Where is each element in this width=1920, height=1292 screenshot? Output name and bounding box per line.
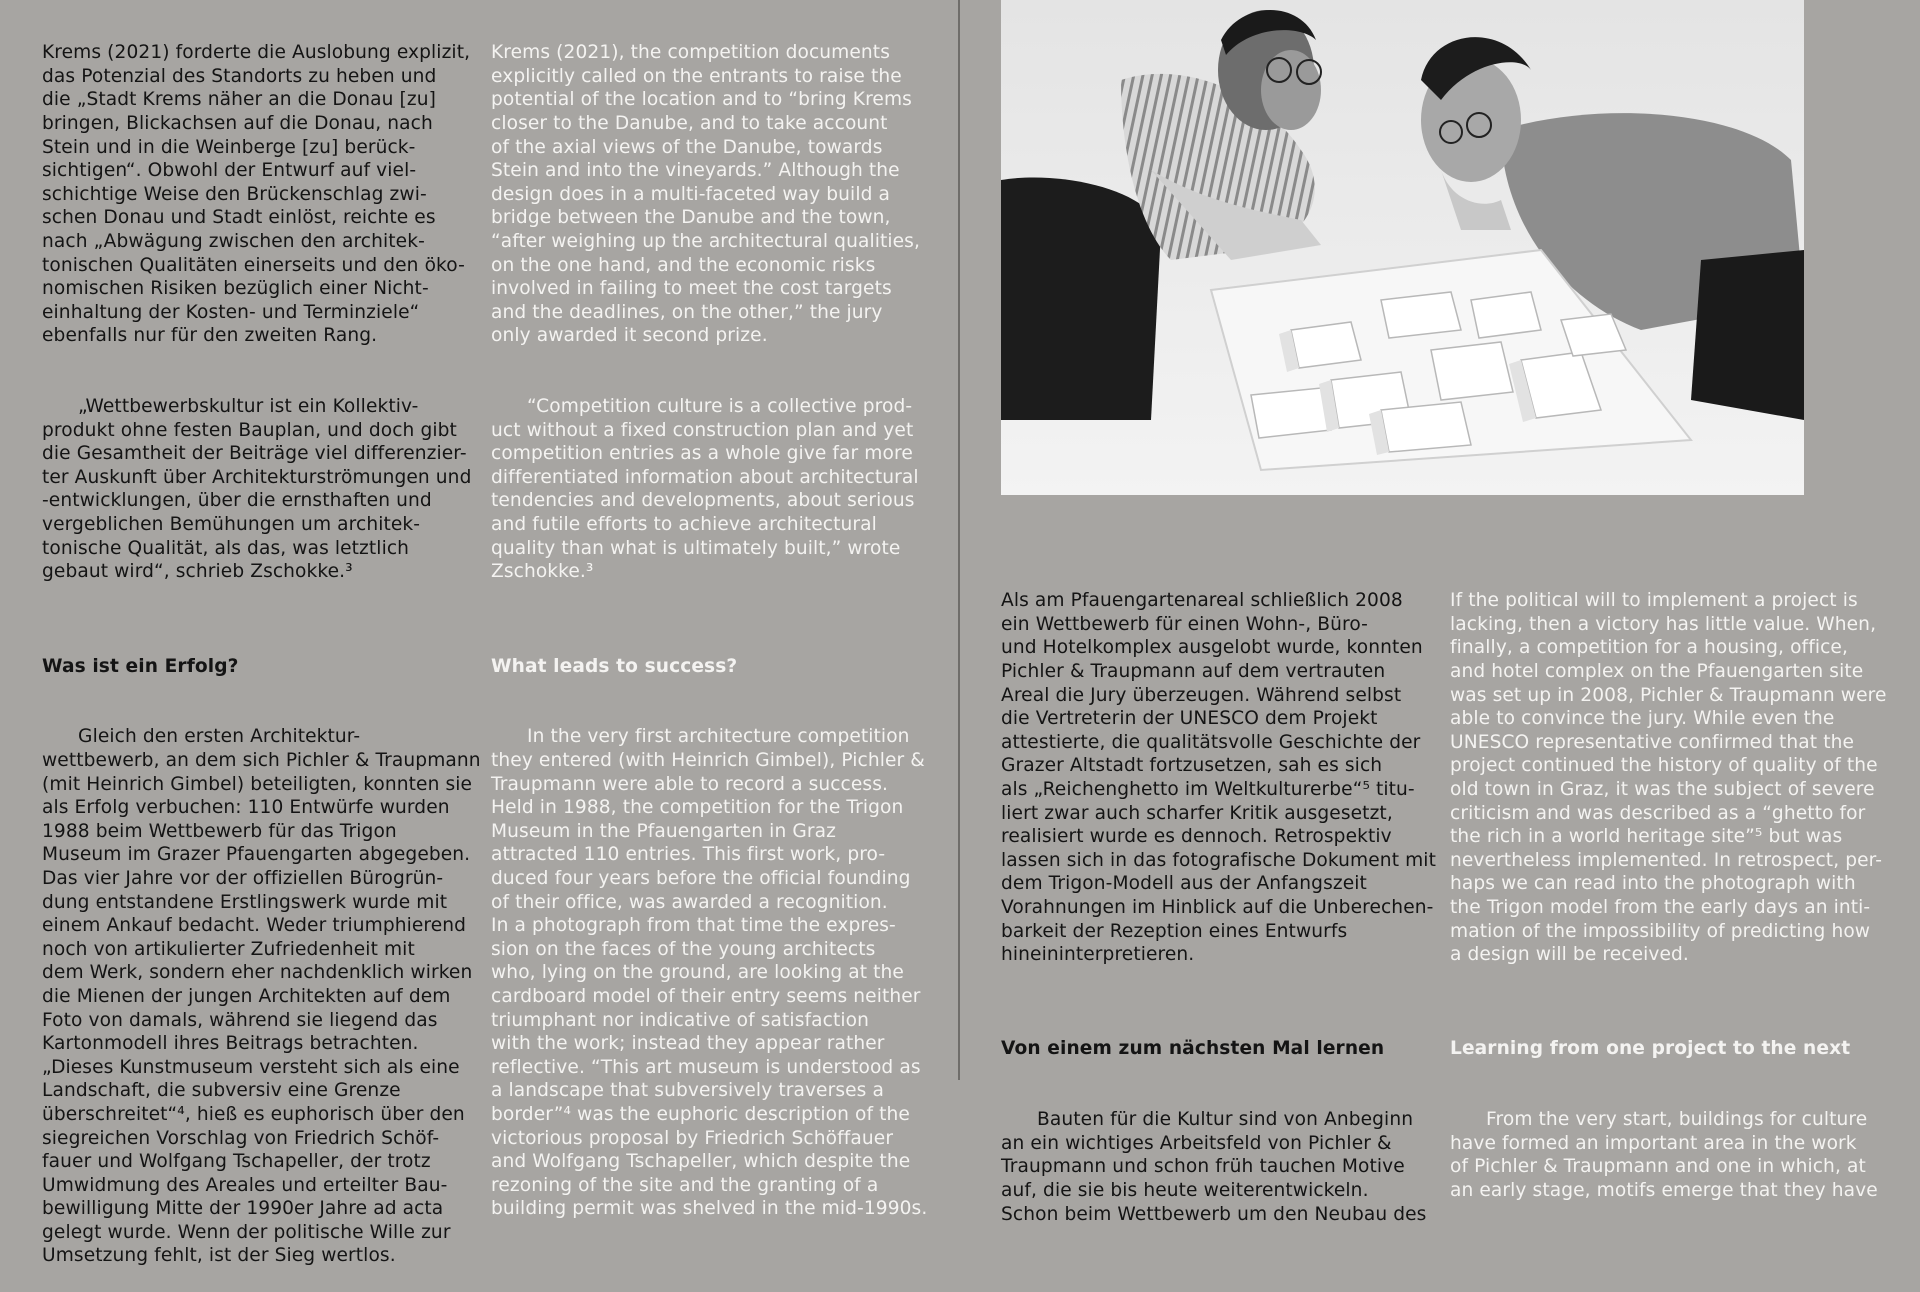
photo-illustration bbox=[1001, 0, 1804, 495]
paragraph: From the very start, buildings for culture have formed an important area in the work of Pichler & Traupmann and one in which, at an early stage, motifs emerge that they have bbox=[1450, 1109, 1878, 1202]
paragraph: „Wettbewerbskultur ist ein Kollektiv- produkt ohne festen Bauplan, und doch gibt die Gesamtheit der Beiträge viel differenzier- ter Auskunft über Architekturströmungen und -entwicklungen, über die ernsthaften und vergeblichen Bemühungen um architek- tonische Qualität, als das, was letztlich gebaut wird“, schrieb Zschokke.³ bbox=[42, 396, 472, 583]
english-column-left bbox=[491, 0, 927, 1244]
german-column-left bbox=[42, 0, 481, 1292]
section-heading: Learning from one project to the next bbox=[1450, 1038, 1851, 1060]
architects-model-photo bbox=[1001, 0, 1804, 495]
paragraph: “Competition culture is a collective prod- uct without a fixed construction plan and yet competition entries as a whole give far more differentiated information about architectural tendencies and developments, about serious and futile efforts to achieve architectural quality than what is ultimately built,” wrote Zschokke.³ bbox=[491, 396, 919, 583]
section-heading: What leads to success? bbox=[491, 655, 738, 677]
paragraph: If the political will to implement a project is lacking, then a victory has little value. When, finally, a competition for a housing, office, and hotel complex on the Pfauengarten site was set up in 2008, Pichler & Traupmann were able to convince the jury. While even the UNESCO representative confirmed that the project continued the history of quality of the old town in Graz, it was the subject of severe criticism and was described as a “ghetto for the rich in a world heritage site”⁵ but was nevertheless implemented. In retrospect, per- haps we can read into the photograph with the Trigon model from the early days an inti- mation of the impossibility of predicting how a design will be received. bbox=[1450, 590, 1887, 966]
paragraph: Gleich den ersten Architektur- wettbewerb, an dem sich Pichler & Traupmann (mit Heinrich Gimbel) beteiligten, konnten sie als Erfolg verbuchen: 110 Entwürfe wurden 1988 beim Wettbewerb für das Trigon Museum im Grazer Pfauengarten abgegeben. Das vier Jahre vor der offiziellen Bürogrün- dung entstandene Erstlingswerk wurde mit einem Ankauf bedacht. Weder triumphierend noch von artikulierter Zufriedenheit mit dem Werk, sondern eher nachdenklich wirken die Mienen der jungen Architekten auf dem Foto von damals, während sie liegend das Kartonmodell ihres Beitrags betrachten. „Dieses Kunstmuseum versteht sich als eine Landschaft, die subversiv eine Grenze überschreitet“⁴, hieß es euphorisch über den siegreichen Vorschlag von Friedrich Schöf- fauer und Wolfgang Tschapeller, der trotz Umwidmung des Areales und erteilter Bau- bewilligung Mitte der 1990er Jahre ad acta gelegt wurde. Wenn der politische Wille zur Umsetzung fehlt, ist der Sieg wertlos. bbox=[42, 726, 481, 1267]
page-gutter-divider bbox=[958, 0, 960, 1080]
section-heading: Was ist ein Erfolg? bbox=[42, 655, 239, 677]
paragraph: Als am Pfauengartenareal schließlich 2008 ein Wettbewerb für einen Wohn-, Büro- und Hotelkomplex ausgelobt wurde, konnten Pichler & Traupmann auf dem vertrauten Areal die Jury überzeugen. Während selbst die Vertreterin der UNESCO dem Projekt attestierte, die qualitätsvolle Geschichte der Grazer Altstadt fortzusetzen, sah es sich als „Reichenghetto im Weltkulturerbe“⁵ titu- liert zwar auch scharfer Kritik ausgesetzt, realisiert wurde es dennoch. Retrospektiv lassen sich in das fotografische Dokument mit dem Trigon-Modell aus der Anfangszeit Vorahnungen im Hinblick auf die Unberechen- barkeit der Rezeption eines Entwurfs hineininterpretieren. bbox=[1001, 590, 1436, 966]
english-column-right bbox=[1450, 542, 1887, 1226]
paragraph: Bauten für die Kultur sind von Anbeginn an ein wichtiges Arbeitsfeld von Pichler & Traupmann und schon früh tauchen Motive auf, die sie bis heute weiterentwickeln. Schon beim Wettbewerb um den Neubau des bbox=[1001, 1109, 1427, 1225]
paragraph: Krems (2021) forderte die Auslobung explizit, das Potenzial des Standorts zu heben und die „Stadt Krems näher an die Donau [zu] bringen, Blickachsen auf die Donau, nach Stein und in die Weinberge [zu] berück- sichtigen“. Obwohl der Entwurf auf viel- schichtige Weise den Brückenschlag zwi- schen Donau und Stadt einlöst, reichte es nach „Abwägung zwischen den architek- tonischen Qualitäten einerseits und den öko- nomischen Risiken bezüglich einer Nicht- einhaltung der Kosten- und Terminziele“ ebenfalls nur für den zweiten Rang. bbox=[42, 42, 471, 347]
paragraph: In the very first architecture competition they entered (with Heinrich Gimbel), Pichler & Traupmann were able to record a success. Held in 1988, the competition for the Trigon Museum in the Pfauengarten in Graz attracted 110 entries. This first work, pro- duced four years before the official founding of their office, was awarded a recognition. In a photograph from that time the expres- sion on the faces of the young architects who, lying on the ground, are looking at the cardboard model of their entry seems neither triumphant nor indicative of satisfaction with the work; instead they appear rather reflective. “This art museum is understood as a landscape that subversively traverses a border”⁴ was the euphoric description of the victorious proposal by Friedrich Schöffauer and Wolfgang Tschapeller, which despite the rezoning of the site and the granting of a building permit was shelved in the mid-1990s. bbox=[491, 726, 928, 1220]
german-column-right bbox=[1001, 542, 1436, 1250]
paragraph: Krems (2021), the competition documents explicitly called on the entrants to raise the potential of the location and to “bring Krems closer to the Danube, and to take account of the axial views of the Danube, towards Stein and into the vineyards.” Although the design does in a multi-faceted way build a bridge between the Danube and the town, “after weighing up the architectural qualities, on the one hand, and the economic risks involved in failing to meet the cost targets and the deadlines, on the other,” the jury only awarded it second prize. bbox=[491, 42, 920, 347]
section-heading: Von einem zum nächsten Mal lernen bbox=[1001, 1038, 1385, 1060]
